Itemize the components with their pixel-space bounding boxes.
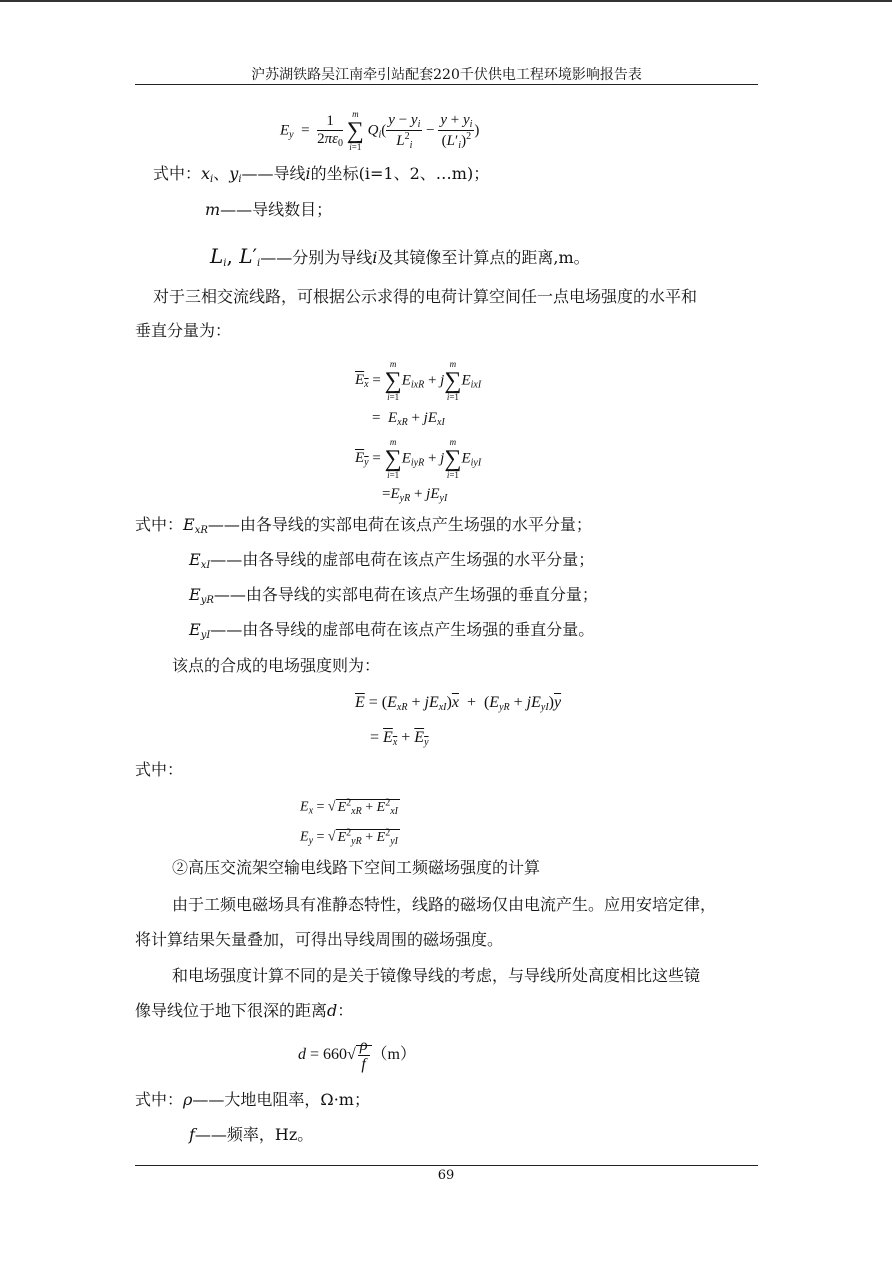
formula-ey2-2: $=E_{yR} + jE_{yI}$ [382, 486, 448, 504]
formula-ex: $E_x$ = m ∑ i=1 $E_{ixR} + j$ m ∑ i=1 $E_{ixI}$ [355, 359, 482, 402]
para-1a: 对于三相交流线路，可根据公示求得的电荷计算空间任一点电场强度的水平和 [153, 287, 698, 306]
def-eyr: $E_{yR}——$由各导线的实部电荷在该点产生场强的垂直分量； [189, 585, 598, 606]
para-3a: 由于工频电磁场具有准静态特性，线路的磁场仅由电流产生。应用安培定律， [172, 895, 717, 914]
para-4a: 和电场强度计算不同的是关于镜像导线的考虑，与导线所处高度相比这些镜 [172, 966, 701, 985]
def-L: $L_i$, $L'_i——$分别为导线i及其镜像至计算点的距离,m。 [210, 244, 590, 269]
def-exi: $E_{xI}——$由各导线的虚部电荷在该点产生场强的水平分量； [189, 550, 595, 571]
formula-ey: $E_y$ = $\frac{1}{2\pi\varepsilon_0}$ m ∑ i=1 $Q_i$( $\frac{y - y_i}{L^2_i}$ − $\frac{y + y_i}{(L'_i)^2}$ ) [280, 109, 480, 152]
page-header: 沪苏湖铁路吴江南牵引站配套220千伏供电工程环境影响报告表 [251, 67, 642, 83]
def-xy: 式中：$x_i$、$y_i——$导线i的坐标(i=1、2、…m)； [153, 164, 490, 185]
def-m: m——导线数目； [205, 200, 333, 219]
heading-2: ②高压交流架空输电线路下空间工频磁场强度的计算 [172, 858, 541, 877]
para-2: 该点的合成的电场强度则为： [172, 656, 381, 675]
label-shizhong: 式中： [135, 760, 184, 779]
def-eyi: $E_{yI}——$由各导线的虚部电荷在该点产生场强的垂直分量。 [189, 620, 595, 641]
para-1b: 垂直分量为： [135, 321, 232, 340]
para-3b: 将计算结果矢量叠加，可得出导线周围的磁场强度。 [135, 930, 504, 949]
def-exr: 式中：$E_{xR}——$由各导线的实部电荷在该点产生场强的水平分量； [135, 515, 592, 536]
page-number: 69 [437, 1168, 455, 1183]
para-4b: 像导线位于地下很深的距离d： [135, 1001, 354, 1020]
formula-ex-mag: $E_x$ = √ $E^2_{xR} + E^2_{xI}$ [300, 797, 398, 817]
formula-e: $\overline{E} = (E_{xR} + jE_{xI})\overline{x} + (E_{yR} + jE_{yI})\overline{y}$ [355, 694, 562, 713]
formula-ey2: $E_y$ = m ∑ i=1 $E_{iyR} + j$ m ∑ i=1 $E_{iyI}$ [355, 437, 482, 480]
formula-d: d = 660√ $\frac{\rho}{f}$ （m） [298, 1037, 416, 1073]
top-border [0, 0, 892, 2]
formula-ey-mag: $E_y$ = √ $E^2_{yR} + E^2_{yI}$ [300, 827, 398, 847]
footer-rule [135, 1165, 758, 1166]
def-f: f——频率，Hz。 [189, 1125, 314, 1144]
formula-ex-2: = $E_{xR} + jE_{xI}$ [372, 410, 445, 428]
formula-e-2: = $E_x + E_y$ [370, 729, 429, 748]
header-rule [135, 84, 758, 85]
def-rho: 式中：ρ——大地电阻率，Ω·m； [135, 1090, 370, 1109]
